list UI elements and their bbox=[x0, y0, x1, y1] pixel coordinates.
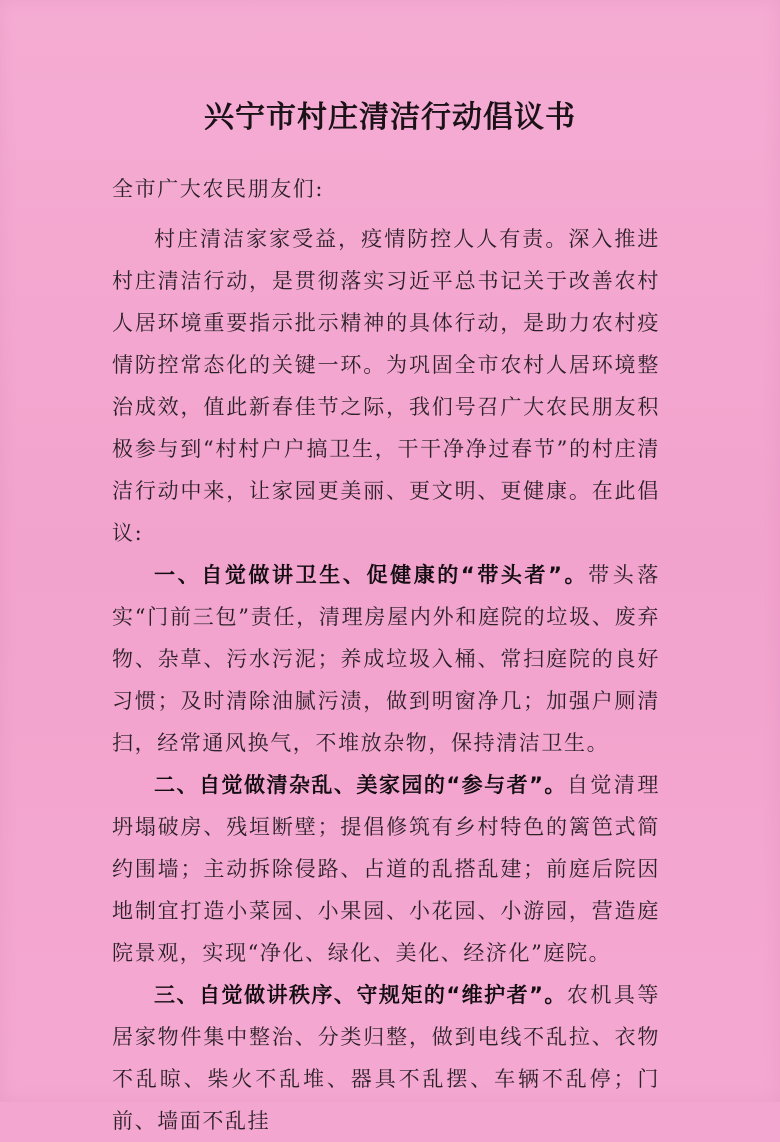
item-lead-1: 一、自觉做讲卫生、促健康的“带头者”。 bbox=[154, 563, 589, 587]
item-paragraph-2 bbox=[112, 764, 660, 974]
item-text-3: 农机具等居家物件集中整治、分类归整，做到电线不乱拉、衣物不乱晾、柴火不乱堆、器具不乱摆、车辆不乱停；门前、墙面不乱挂 bbox=[112, 983, 660, 1133]
salutation: 全市广大农民朋友们: bbox=[112, 177, 325, 201]
document-body bbox=[112, 168, 660, 1142]
intro-paragraph: 村庄清洁家家受益，疫情防控人人有责。深入推进村庄清洁行动，是贯彻落实习近平总书记关于改善农村人居环境重要指示批示精神的具体行动，是助力农村疫情防控常态化的关键一环。为巩固全市农村人居环境整治成效，值此新春佳节之际，我们号召广大农民朋友积极参与到“村村户户搞卫生，干干净净过春节”的村庄清洁行动中来，让家园更美丽、更文明、更健康。在此倡议: bbox=[112, 227, 660, 545]
item-text-2: 自觉清理坍塌破房、残垣断壁；提倡修筑有乡村特色的篱笆式简约围墙；主动拆除侵路、占道的乱搭乱建；前庭后院因地制宜打造小菜园、小果园、小花园、小游园，营造庭院景观，实现“净化、绿化、美化、经济化”庭院。 bbox=[112, 773, 660, 965]
document-title: 兴宁市村庄清洁行动倡议书 bbox=[204, 100, 576, 135]
item-paragraph-3 bbox=[112, 974, 660, 1142]
item-lead-2: 二、自觉做清杂乱、美家园的“参与者”。 bbox=[154, 773, 567, 797]
item-text-1: 带头落实“门前三包”责任，清理房屋内外和庭院的垃圾、废弃物、杂草、污水污泥；养成垃圾入桶、常扫庭院的良好习惯；及时清除油腻污渍，做到明窗净几；加强户厕清扫，经常通风换气，不堆放杂物，保持清洁卫生。 bbox=[112, 563, 660, 755]
item-paragraph-1 bbox=[112, 554, 660, 764]
item-lead-3: 三、自觉做讲秩序、守规矩的“维护者”。 bbox=[154, 983, 567, 1007]
